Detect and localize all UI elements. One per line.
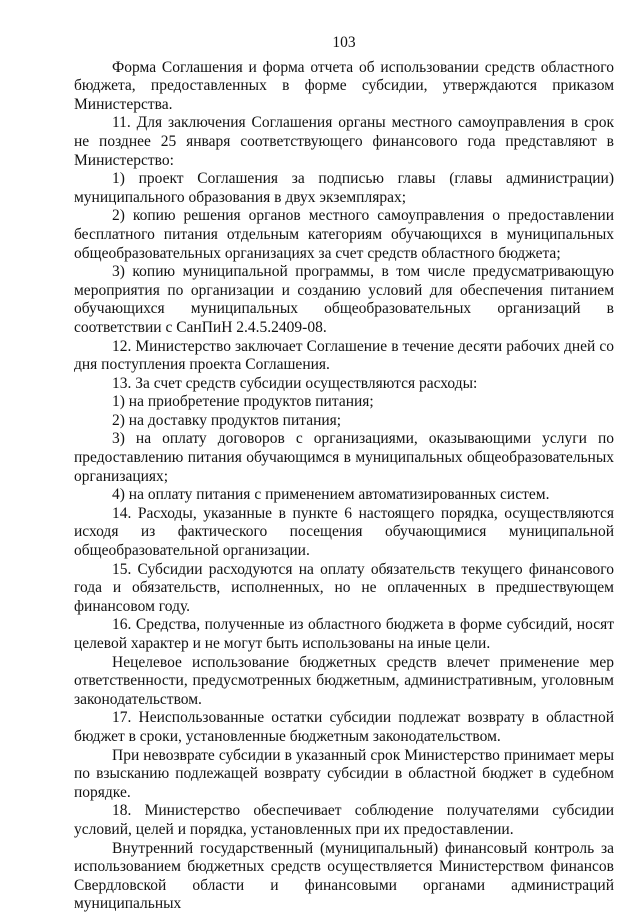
paragraph-item-11-2: 2) копию решения органов местного самоуправления о предоставлении бесплатного питания отдельным категориям обучающихся в муниципальных общеобразовательных организациях за счет средств областного бюджета; — [74, 207, 614, 262]
paragraph-item-11-3: 3) копию муниципальной программы, в том числе предусматривающую мероприятия по организации и созданию условий для обеспечения питанием обучающихся муниципальных общеобразовательных организаций в соответствии с СанПиН 2.4.5.2409-08. — [74, 263, 614, 336]
paragraph-item-13-4: 4) на оплату питания с применением автоматизированных систем. — [112, 486, 550, 504]
paragraph-non-return-measures: При невозврате субсидии в указанный срок Министерство принимает меры по взысканию подлежащей возврату субсидии в областной бюджет в судебном порядке. — [74, 746, 614, 801]
paragraph-financial-control: Внутренний государственный (муниципальный) финансовый контроль за использованием бюджетных средств осуществляется Министерством финансов Свердловской области и финансовыми органами администраций муниципальных — [74, 839, 614, 913]
paragraph-misuse-liability: Нецелевое использование бюджетных средств влечет применение мер ответственности, предусмотренных бюджетным, административным, уголовным законодательством. — [74, 653, 614, 708]
paragraph-form-approval: Форма Соглашения и форма отчета об использовании средств областного бюджета, предоставленных в форме субсидии, утверждаются приказом Министерства. — [74, 58, 614, 113]
document-body — [74, 59, 614, 914]
page-number: 103 — [332, 34, 356, 51]
paragraph-item-14: 14. Расходы, указанные в пункте 6 настоящего порядка, осуществляются исходя из фактического посещения обучающимися муниципальной общеобразовательной организации. — [74, 504, 614, 560]
paragraph-item-18: 18. Министерство обеспечивает соблюдение получателями субсидии условий, целей и порядка, установленных при их предоставлении. — [74, 802, 614, 838]
paragraph-item-11: 11. Для заключения Соглашения органы местного самоуправления в срок не позднее 25 января соответствующего финансового года представляют в Министерство: — [74, 114, 614, 169]
paragraph-item-13-1: 1) на приобретение продуктов питания; — [112, 393, 374, 411]
paragraph-item-15: 15. Субсидии расходуются на оплату обязательств текущего финансового года и обязательств, исполненных, но не оплаченных в предшествующем финансовом году. — [74, 560, 614, 615]
document-page — [74, 34, 614, 914]
paragraph-item-17: 17. Неиспользованные остатки субсидии подлежат возврату в областной бюджет в сроки, установленные бюджетным законодательством. — [74, 709, 614, 745]
paragraph-item-11-1: 1) проект Соглашения за подписью главы (главы администрации) муниципального образования в двух экземплярах; — [74, 170, 614, 206]
paragraph-item-16: 16. Средства, полученные из областного бюджета в форме субсидий, носят целевой характер и не могут быть использованы на иные цели. — [74, 616, 614, 652]
paragraph-item-13: 13. За счет средств субсидии осуществляются расходы: — [112, 374, 478, 392]
paragraph-item-13-3: 3) на оплату договоров с организациями, оказывающими услуги по предоставлению питания обучающимся в муниципальных общеобразовательных организациях; — [74, 430, 614, 485]
paragraph-item-12: 12. Министерство заключает Соглашение в течение десяти рабочих дней со дня поступления проекта Соглашения. — [74, 337, 614, 374]
paragraph-item-13-2: 2) на доставку продуктов питания; — [112, 411, 342, 429]
